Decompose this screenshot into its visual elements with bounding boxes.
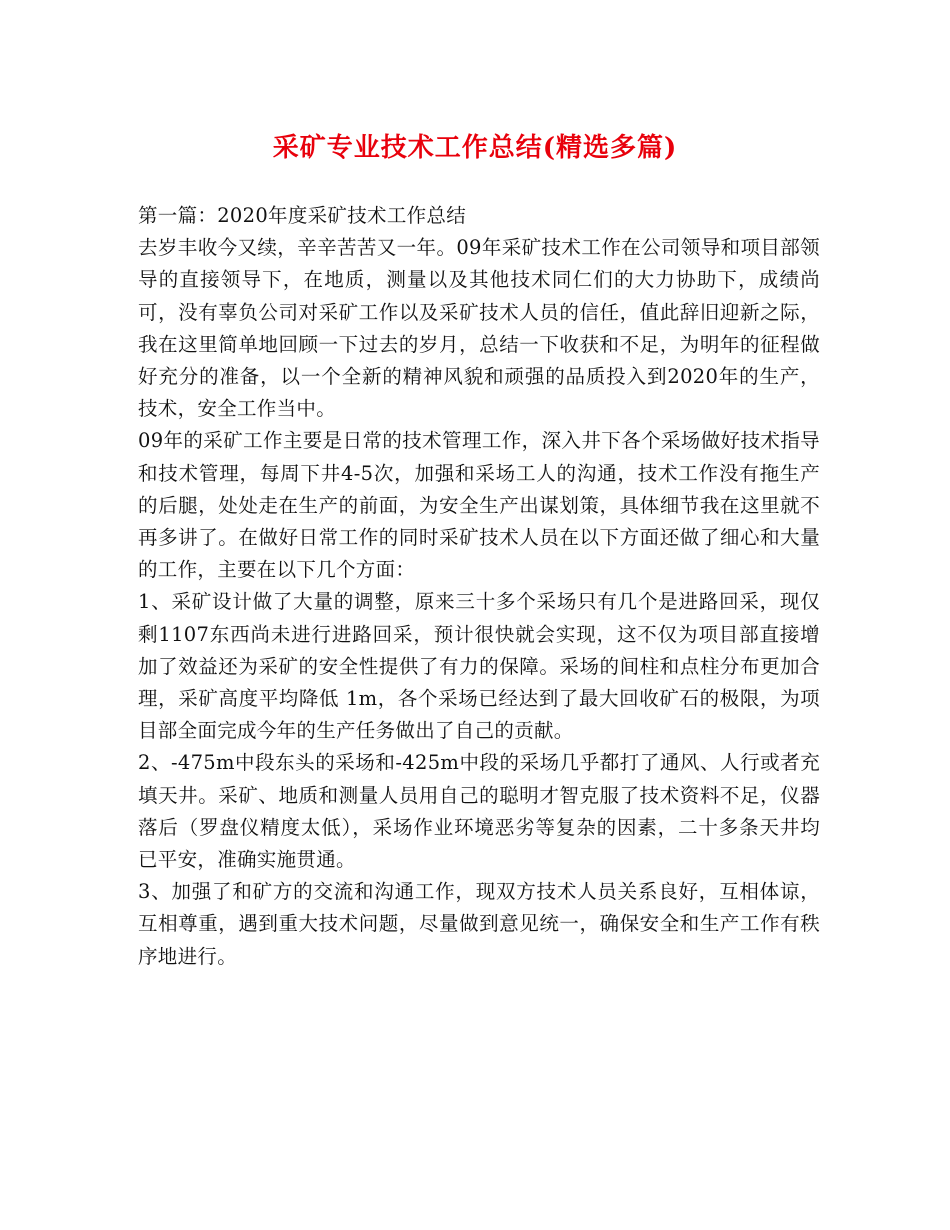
paragraph-daily-work: 09年的采矿工作主要是日常的技术管理工作，深入井下各个采场做好技术指导和技术管理，每周下井4-5次，加强和采场工人的沟通，技术工作没有拖生产的后腿，处处走在生产的前面，为安全生产出谋划策，具体细节我在这里就不再多讲了。在做好日常工作的同时采矿技术人员在以下方面还做了细心和大量的工作，主要在以下几个方面： — [138, 429, 820, 582]
document-title: 采矿专业技术工作总结(精选多篇) — [272, 133, 678, 163]
document-body — [138, 200, 820, 973]
section-heading: 第一篇：2020年度采矿技术工作总结 — [138, 204, 467, 227]
paragraph-intro: 去岁丰收今又续，辛辛苦苦又一年。09年采矿技术工作在公司领导和项目部领导的直接领导下，在地质，测量以及其他技术同仁们的大力协助下，成绩尚可，没有辜负公司对采矿工作以及采矿技术人员的信任，值此辞旧迎新之际，我在这里简单地回顾一下过去的岁月，总结一下收获和不足，为明年的征程做好充分的准备，以一个全新的精神风貌和顽强的品质投入到2020年的生产，技术，安全工作当中。 — [138, 236, 820, 421]
paragraph-item-1: 1、采矿设计做了大量的调整，原来三十多个采场只有几个是进路回采，现仅剩1107东西尚未进行进路回采，预计很快就会实现，这不仅为项目部直接增加了效益还为采矿的安全性提供了有力的保障。采场的间柱和点柱分布更加合理，采矿高度平均降低 1m，各个采场已经达到了最大回收矿石的极限，为项目部全面完成今年的生产任务做出了自己的贡献。 — [138, 590, 820, 743]
paragraph-item-3: 3、加强了和矿方的交流和沟通工作，现双方技术人员关系良好，互相体谅，互相尊重，遇到重大技术问题，尽量做到意见统一，确保安全和生产工作有秩序地进行。 — [138, 880, 820, 968]
paragraph-item-2: 2、-475m中段东头的采场和-425m中段的采场几乎都打了通风、人行或者充填天井。采矿、地质和测量人员用自己的聪明才智克服了技术资料不足，仪器落后（罗盘仪精度太低），采场作业环境恶劣等复杂的因素，二十多条天井均已平安，准确实施贯通。 — [138, 751, 820, 872]
